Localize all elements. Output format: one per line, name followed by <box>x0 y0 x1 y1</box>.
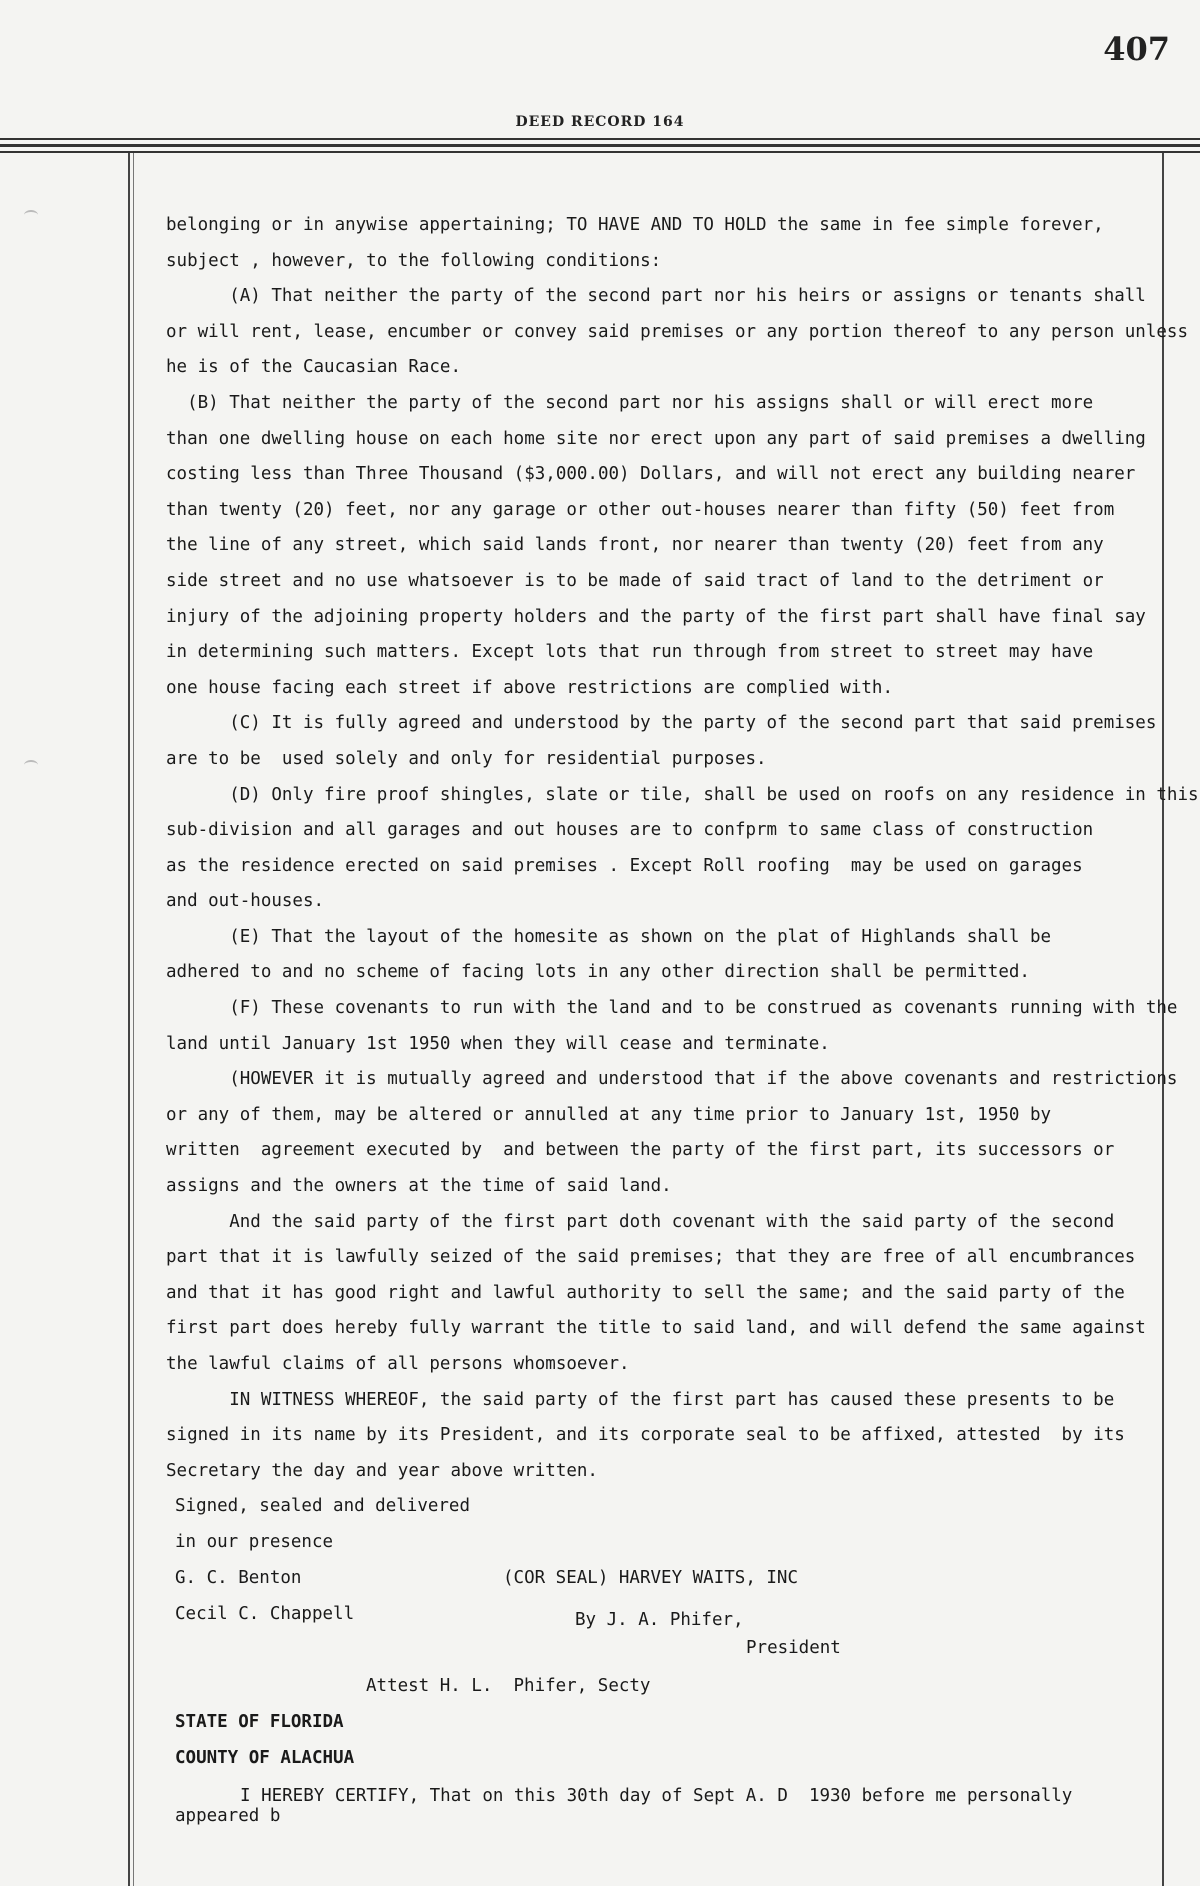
deed-line: part that it is lawfully seized of the said premises; that they are free of all encumbrances <box>166 1247 1136 1268</box>
deed-line: assigns and the owners at the time of said land. <box>166 1176 672 1197</box>
deed-line: subject , however, to the following conditions: <box>166 250 662 271</box>
certify-line-1: I HEREBY CERTIFY, That on this 30th day of Sept A. D 1930 before me personally <box>240 1786 1073 1806</box>
certify-line-2: appeared b <box>175 1806 281 1826</box>
deed-line: than twenty (20) feet, nor any garage or other out-houses nearer than fifty (50) feet from <box>166 499 1115 520</box>
deed-line: (HOWEVER it is mutually agreed and understood that if the above covenants and restrictions <box>166 1069 1178 1090</box>
deed-line: (C) It is fully agreed and understood by the party of the second part that said premises <box>166 713 1157 734</box>
header-rule-bottom <box>0 151 1200 153</box>
deed-line: IN WITNESS WHEREOF, the said party of the first part has caused these presents to be <box>166 1389 1115 1410</box>
deed-line: (A) That neither the party of the second part nor his heirs or assigns or tenants shall <box>166 286 1146 307</box>
witness-2: Cecil C. Chappell <box>175 1604 355 1624</box>
deed-line: written agreement executed by and between the party of the first part, its successors or <box>166 1140 1115 1161</box>
in-our-presence: in our presence <box>175 1532 334 1552</box>
company-seal-line: (COR SEAL) HARVEY WAITS, INC <box>503 1568 799 1588</box>
deed-line: Secretary the day and year above written. <box>166 1460 598 1481</box>
deed-line: or will rent, lease, encumber or convey said premises or any portion thereof to any person unless <box>166 321 1188 342</box>
by-line: By J. A. Phifer, <box>575 1610 744 1630</box>
deed-line: And the said party of the first part doth covenant with the said party of the second <box>166 1211 1115 1232</box>
deed-line: the line of any street, which said lands front, nor nearer than twenty (20) feet from any <box>166 535 1104 556</box>
deed-line: first part does hereby fully warrant the title to said land, and will defend the same against <box>166 1318 1146 1339</box>
header-rule-top <box>0 138 1200 140</box>
county-line: COUNTY OF ALACHUA <box>175 1748 355 1768</box>
deed-line: sub-division and all garages and out houses are to confprm to same class of construction <box>166 820 1094 841</box>
page-number: 407 <box>1103 30 1170 68</box>
deed-line: in determining such matters. Except lots that run through from street to street may have <box>166 642 1094 663</box>
deed-line: he is of the Caucasian Race. <box>166 357 462 378</box>
deed-line: side street and no use whatsoever is to be made of said tract of land to the detriment or <box>166 570 1104 591</box>
deed-line: as the residence erected on said premises . Except Roll roofing may be used on garages <box>166 855 1083 876</box>
deed-line: one house facing each street if above restrictions are complied with. <box>166 677 893 698</box>
deed-line: land until January 1st 1950 when they will cease and terminate. <box>166 1033 830 1054</box>
left-margin-line-inner <box>133 153 134 1886</box>
deed-line: injury of the adjoining property holders and the party of the first part shall have final say <box>166 606 1146 627</box>
deed-line: or any of them, may be altered or annulled at any time prior to January 1st, 1950 by <box>166 1104 1052 1125</box>
margin-mark <box>24 760 38 770</box>
record-title: DEED RECORD 164 <box>515 114 685 130</box>
deed-line: adhered to and no scheme of facing lots in any other direction shall be permitted. <box>166 962 1030 983</box>
deed-line: (E) That the layout of the homesite as shown on the plat of Highlands shall be <box>166 926 1052 947</box>
deed-line: costing less than Three Thousand ($3,000.00) Dollars, and will not erect any building nearer <box>166 464 1136 485</box>
deed-line: (D) Only fire proof shingles, slate or tile, shall be used on roofs on any residence in this <box>166 784 1199 805</box>
deed-line: than one dwelling house on each home site nor erect upon any part of said premises a dwelling <box>166 428 1146 449</box>
deed-line: belonging or in anywise appertaining; TO HAVE AND TO HOLD the same in fee simple forever, <box>166 215 1104 235</box>
deed-line: signed in its name by its President, and its corporate seal to be affixed, attested by its <box>166 1425 1125 1446</box>
witness-1: G. C. Benton <box>175 1568 302 1588</box>
deed-line: and out-houses. <box>166 891 325 912</box>
signed-sealed-delivered: Signed, sealed and delivered <box>175 1496 471 1516</box>
president-title: President <box>746 1638 841 1658</box>
attest-line: Attest H. L. Phifer, Secty <box>366 1676 651 1696</box>
deed-line: (F) These covenants to run with the land and to be construed as covenants running with the <box>166 998 1178 1019</box>
deed-line: (B) That neither the party of the second part nor his assigns shall or will erect more <box>166 392 1094 413</box>
margin-mark <box>24 210 38 220</box>
deed-line: are to be used solely and only for residential purposes. <box>166 748 767 769</box>
deed-body <box>166 208 1199 1489</box>
header-rule-middle <box>0 144 1200 147</box>
left-margin-line <box>128 153 130 1886</box>
state-line: STATE OF FLORIDA <box>175 1712 344 1732</box>
deed-line: the lawful claims of all persons whomsoever. <box>166 1354 630 1374</box>
deed-line: and that it has good right and lawful authority to sell the same; and the said party of the <box>166 1282 1125 1303</box>
